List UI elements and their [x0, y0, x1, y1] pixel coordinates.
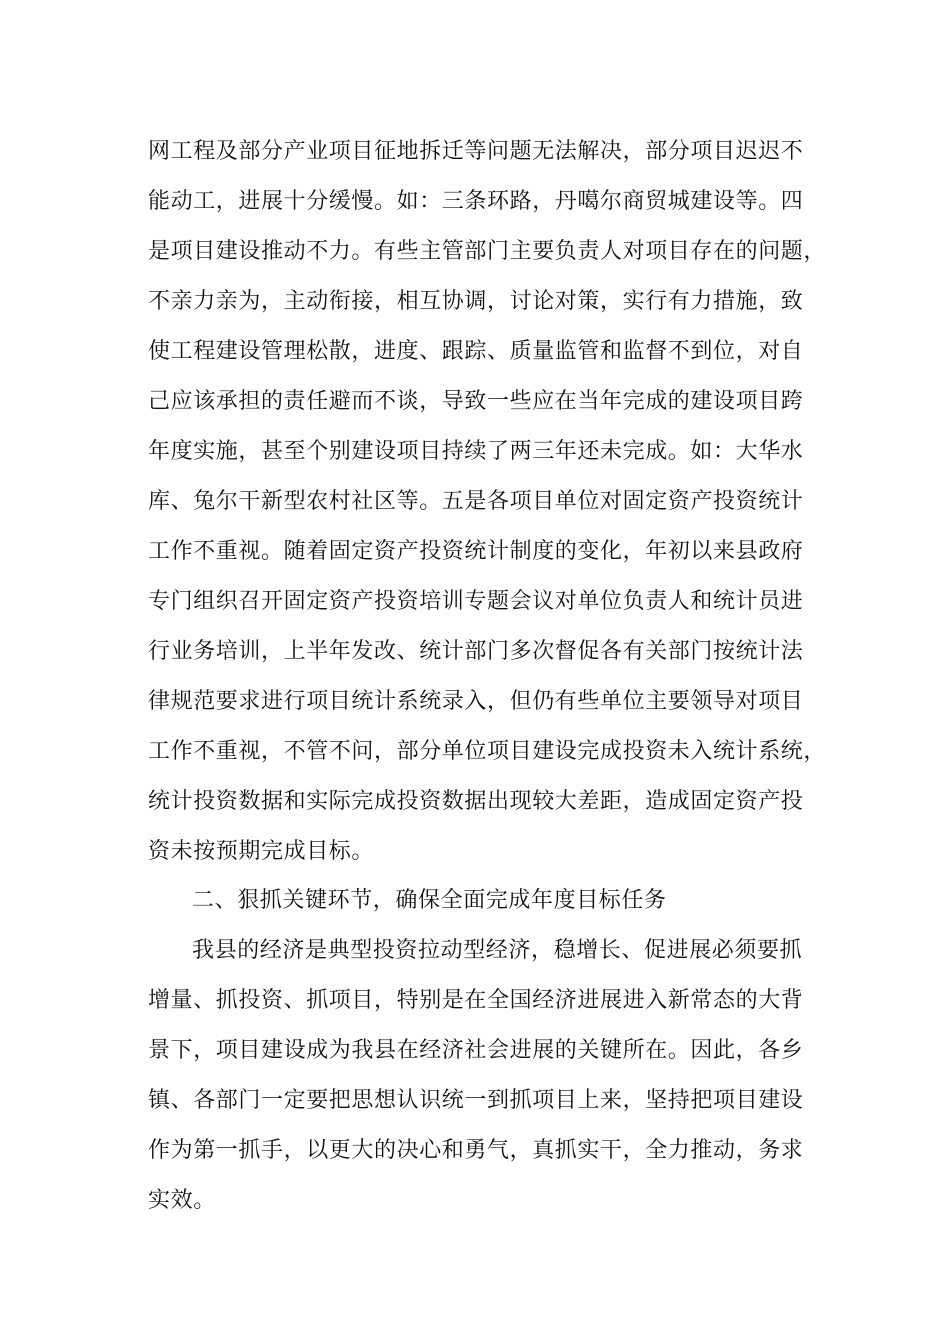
body-text-line: 网工程及部分产业项目征地拆迁等问题无法解决，部分项目迟迟不: [148, 139, 804, 164]
body-text-line: 年度实施，甚至个别建设项目持续了两三年还未完成。如：大华水: [148, 439, 804, 464]
body-text-line: 己应该承担的责任避而不谈，导致一些应在当年完成的建设项目跨: [148, 389, 804, 414]
body-text-line: 律规范要求进行项目统计系统录入，但仍有些单位主要领导对项目: [148, 689, 804, 714]
body-text-line: 专门组织召开固定资产投资培训专题会议对单位负责人和统计员进: [148, 589, 804, 614]
body-text-line: 不亲力亲为，主动衔接，相互协调，讨论对策，实行有力措施，致: [148, 289, 804, 314]
body-text-line: 是项目建设推动不力。有些主管部门主要负责人对项目存在的问题，: [148, 239, 827, 264]
body-text-line: 景下，项目建设成为我县在经济社会进展的关键所在。因此，各乡: [148, 1038, 804, 1063]
section-heading: 二、狠抓关键环节，确保全面完成年度目标任务: [192, 888, 667, 913]
body-text-line: 统计投资数据和实际完成投资数据出现较大差距，造成固定资产投: [148, 789, 804, 814]
body-text-line: 库、兔尔干新型农村社区等。五是各项目单位对固定资产投资统计: [148, 489, 804, 514]
body-text-line: 能动工，进展十分缓慢。如：三条环路，丹噶尔商贸城建设等。四: [148, 189, 804, 214]
body-text-line: 我县的经济是典型投资拉动型经济，稳增长、促进展必须要抓: [192, 938, 803, 963]
body-text-line: 实效。: [148, 1188, 216, 1213]
body-text-line: 工作不重视，不管不问，部分单位项目建设完成投资未入统计系统，: [148, 739, 827, 764]
body-text-line: 镇、各部门一定要把思想认识统一到抓项目上来，坚持把项目建设: [148, 1088, 804, 1113]
body-text-line: 行业务培训，上半年发改、统计部门多次督促各有关部门按统计法: [148, 639, 804, 664]
body-text-line: 使工程建设管理松散，进度、跟踪、质量监管和监督不到位，对自: [148, 339, 804, 364]
body-text-line: 增量、抓投资、抓项目，特别是在全国经济进展进入新常态的大背: [148, 988, 804, 1013]
body-text-line: 资未按预期完成目标。: [148, 839, 375, 864]
body-text-line: 作为第一抓手，以更大的决心和勇气，真抓实干，全力推动，务求: [148, 1138, 804, 1163]
body-text-line: 工作不重视。随着固定资产投资统计制度的变化，年初以来县政府: [148, 539, 804, 564]
